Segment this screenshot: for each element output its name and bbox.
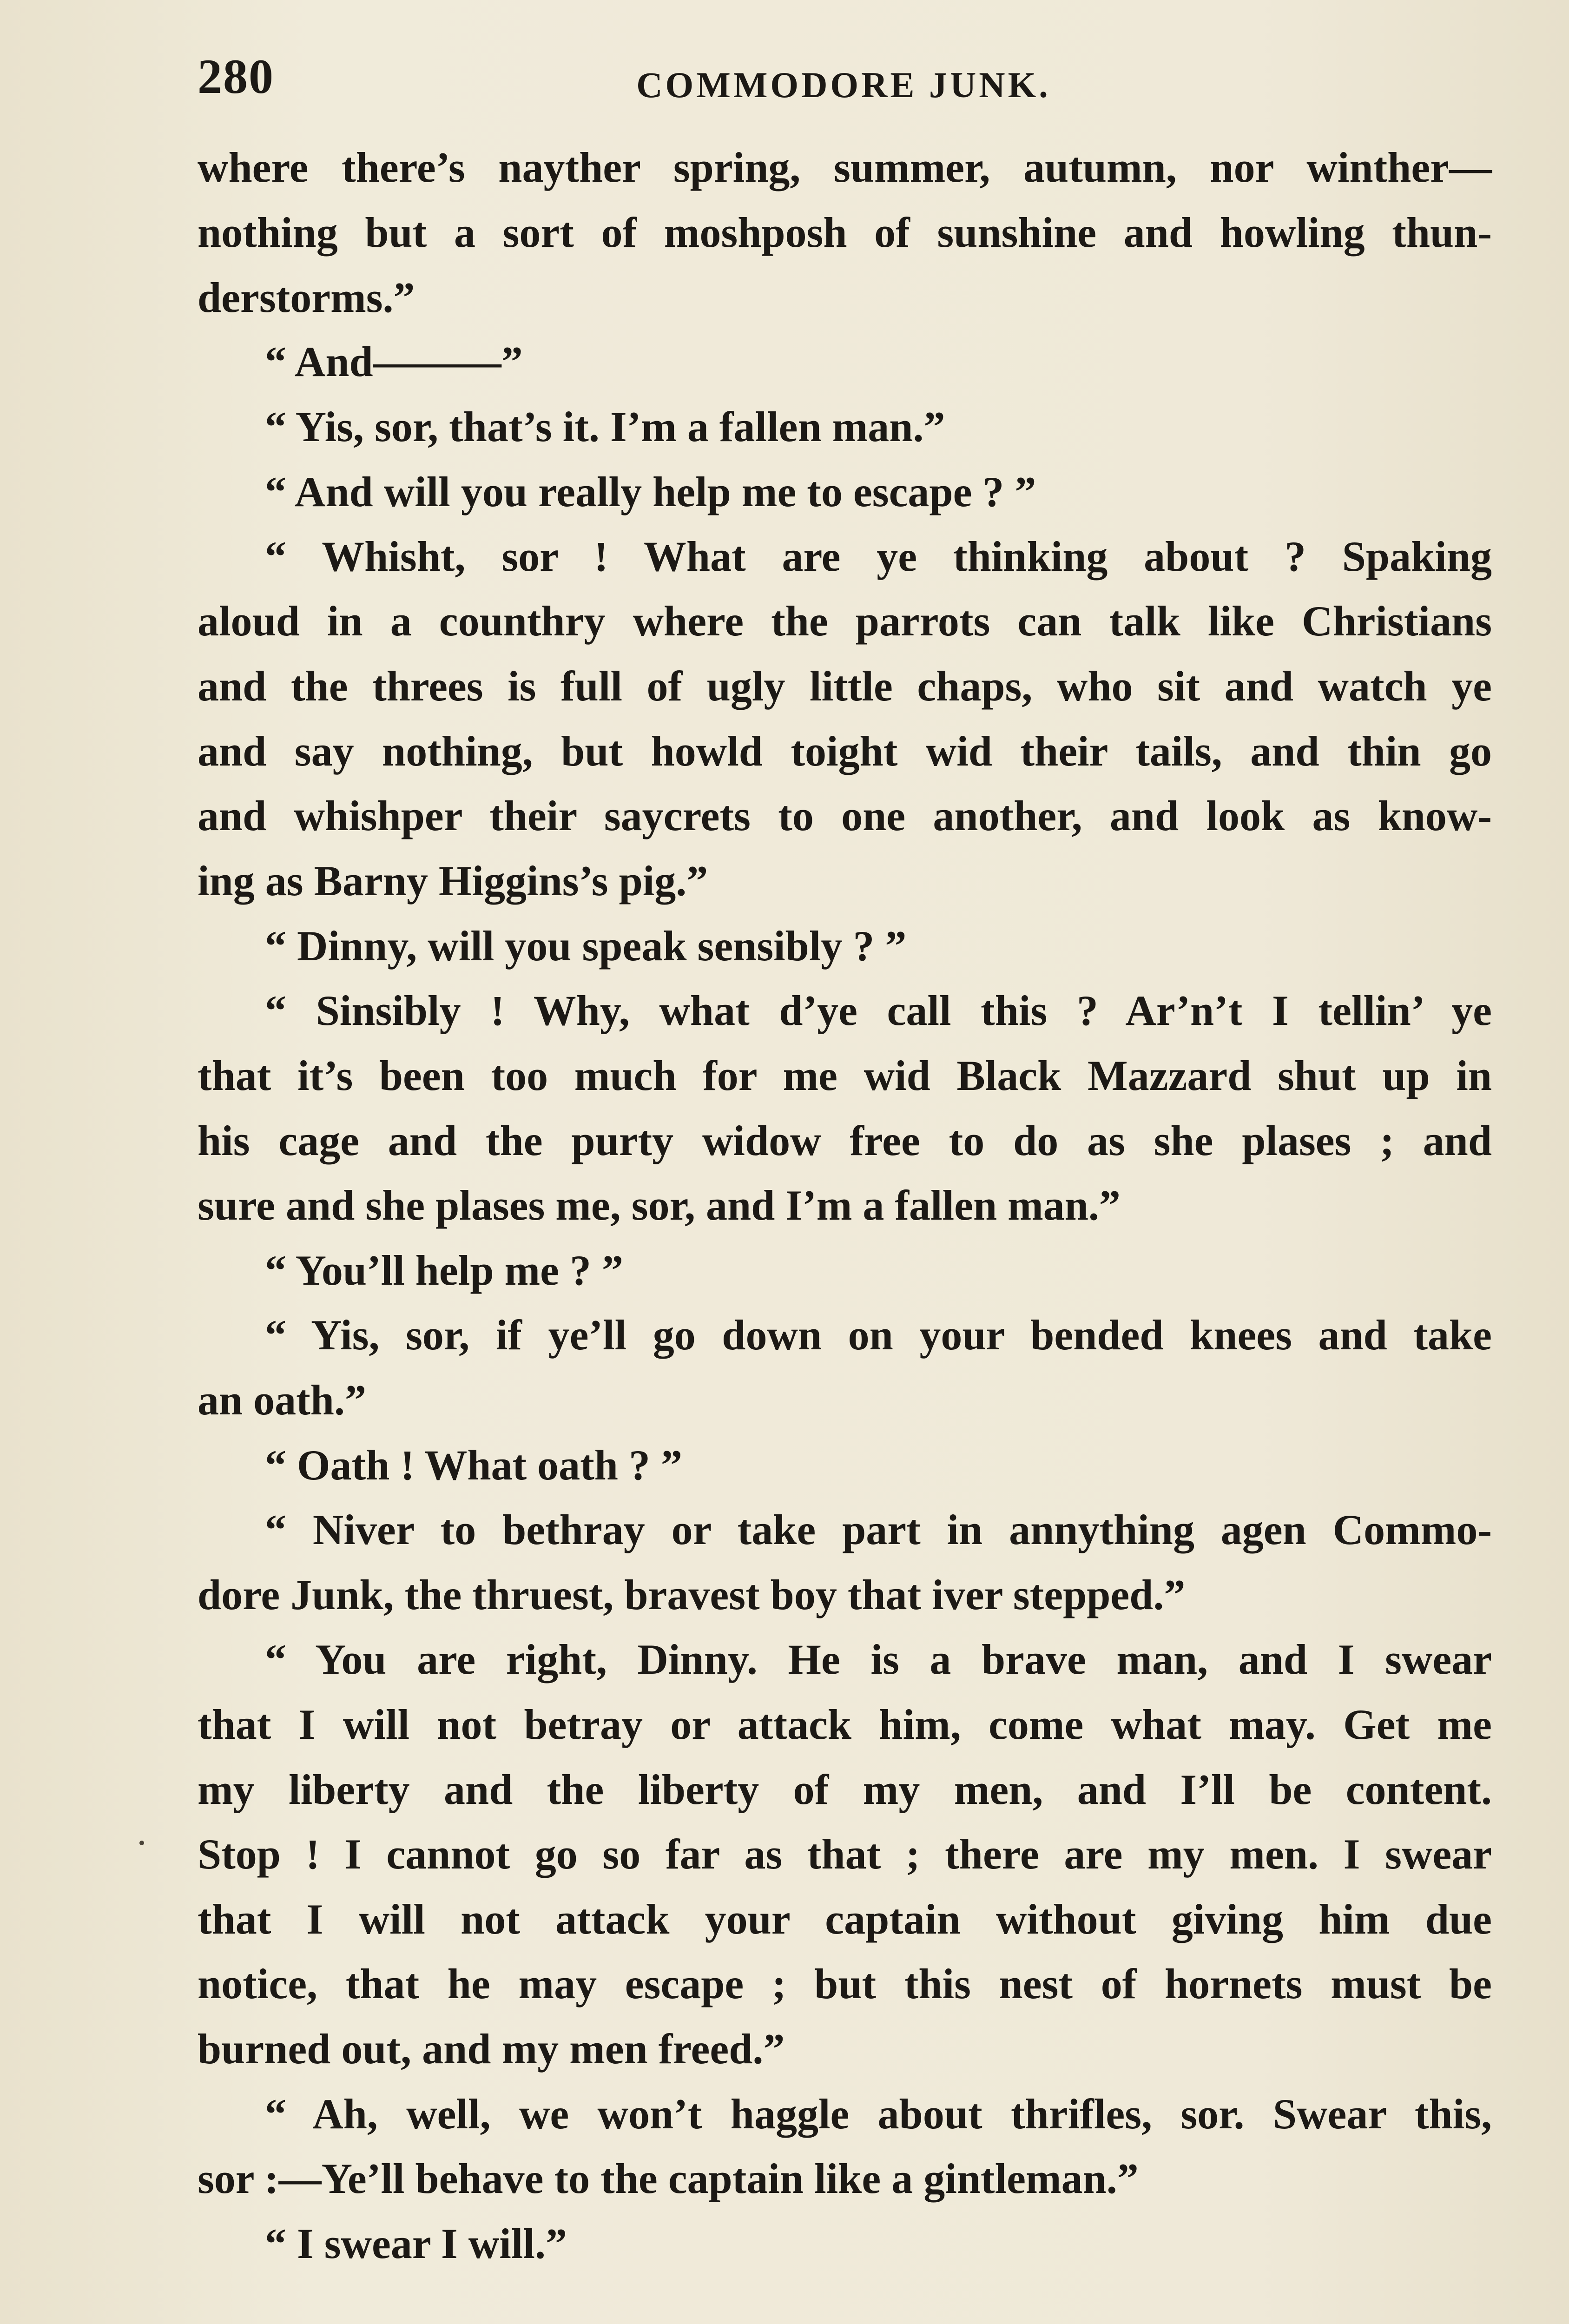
text-line: “ I swear I will.” (265, 2220, 567, 2267)
text-line: and whishper their saycrets to one another, and look as know- (198, 792, 1492, 839)
text-line: ing as Barny Higgins’s pig.” (198, 857, 708, 905)
text-line: “ And will you really help me to escape ? ” (265, 468, 1036, 515)
text-line: my liberty and the liberty of my men, and I’ll be content. (198, 1766, 1492, 1813)
text-line: “ Yis, sor, if ye’ll go down on your bended knees and take (265, 1311, 1492, 1359)
text-line: notice, that he may escape ; but this nest of hornets must be (198, 1960, 1492, 2007)
text-line: “ Yis, sor, that’s it. I’m a fallen man.” (265, 403, 945, 450)
text-line: and say nothing, but howld toight wid their tails, and thin go (198, 727, 1492, 775)
text-line: “ Dinny, will you speak sensibly ? ” (265, 922, 907, 970)
text-line: that I will not betray or attack him, come what may. Get me (198, 1701, 1492, 1748)
text-line: “ Niver to bethray or take part in annything agen Commo- (265, 1506, 1492, 1553)
text-line: his cage and the purty widow free to do as she plases ; and (198, 1117, 1492, 1164)
text-line: that I will not attack your captain without giving him due (198, 1895, 1492, 1943)
text-line: derstorms.” (198, 274, 415, 321)
running-head: COMMODORE JUNK. (636, 65, 1051, 105)
page-number: 280 (198, 49, 274, 104)
text-line: dore Junk, the thruest, bravest boy that iver stepped.” (198, 1571, 1186, 1618)
text-line: and the threes is full of ugly little chaps, who sit and watch ye (198, 662, 1492, 710)
text-line: sor :—Ye’ll behave to the captain like a gintleman.” (198, 2155, 1139, 2202)
text-line: “ You’ll help me ? ” (265, 1247, 623, 1294)
text-line: “ And———” (265, 338, 523, 385)
text-line: “ You are right, Dinny. He is a brave man, and I swear (265, 1636, 1492, 1683)
text-line: nothing but a sort of moshposh of sunshine and howling thun- (198, 209, 1492, 256)
margin-speck (139, 1841, 144, 1845)
text-line: “ Oath ! What oath ? ” (265, 1441, 682, 1489)
text-line: an oath.” (198, 1376, 366, 1424)
text-line: that it’s been too much for me wid Black Mazzard shut up in (198, 1052, 1492, 1099)
text-line: burned out, and my men freed.” (198, 2025, 785, 2073)
text-line: “ Whisht, sor ! What are ye thinking about ? Spaking (265, 533, 1492, 580)
text-line: Stop ! I cannot go so far as that ; there are my men. I swear (198, 1830, 1492, 1878)
text-line: “ Ah, well, we won’t haggle about thrifles, sor. Swear this, (265, 2090, 1492, 2138)
text-line: aloud in a counthry where the parrots can talk like Christians (198, 597, 1492, 645)
text-line: sure and she plases me, sor, and I’m a fallen man.” (198, 1182, 1121, 1229)
text-line: “ Sinsibly ! Why, what d’ye call this ? Ar’n’t I tellin’ ye (265, 987, 1492, 1034)
text-line: where there’s nayther spring, summer, autumn, nor winther— (198, 144, 1492, 191)
